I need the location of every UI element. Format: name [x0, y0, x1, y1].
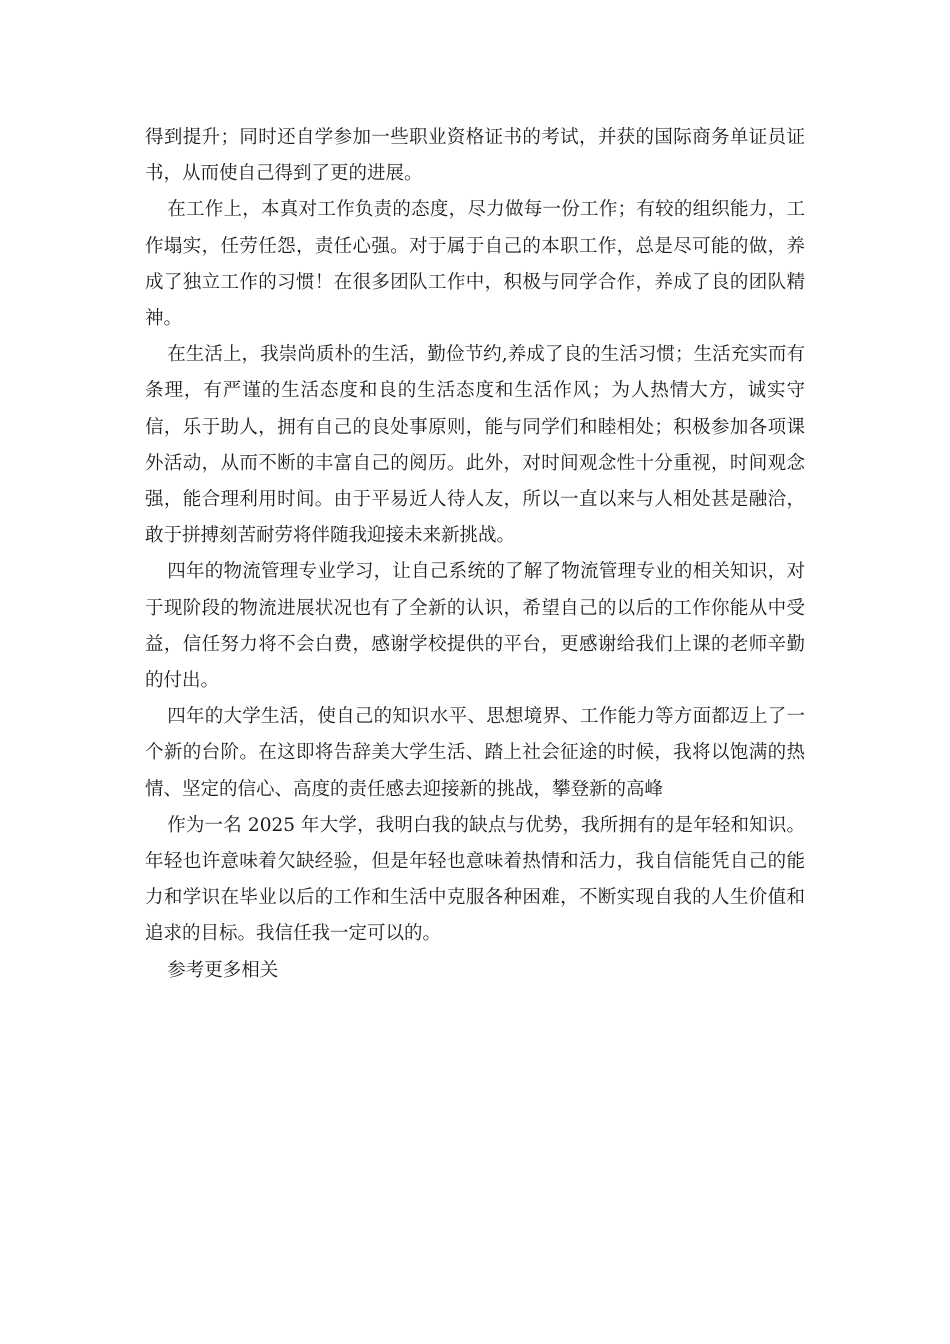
- paragraph-reference-more: 参考更多相关: [167, 959, 279, 981]
- paragraph-continued: 得到提升；同时还自学参加一些职业资格证书的考试，并获的国际商务单证员证书，从而使自己得到了更的进展。: [145, 127, 805, 185]
- paragraph-self-assessment: 作为一名 2025 年大学，我明白我的缺点与优势，我所拥有的是年轻和知识。年轻也许意味着欠缺经验，但是年轻也意味着热情和活力，我自信能凭自己的能力和学识在毕业以后的工作和生活中克服各种困难，不断实现自我的人生价值和追求的目标。我信任我一定可以的。: [145, 814, 805, 945]
- paragraph-life: 在生活上，我崇尚质朴的生活，勤俭节约,养成了良的生活习惯；生活充实而有条理，有严谨的生活态度和良的生活态度和生活作风；为人热情大方，诚实守信，乐于助人，拥有自己的良处事原则，能与同学们和睦相处；积极参加各项课外活动，从而不断的丰富自己的阅历。此外，对时间观念性十分重视，时间观念强，能合理利用时间。由于平易近人待人友，所以一直以来与人相处甚是融洽，敢于拼搏刻苦耐劳将伴随我迎接未来新挑战。: [145, 344, 805, 547]
- document-body: [145, 120, 805, 989]
- paragraph-work: 在工作上，本真对工作负责的态度，尽力做每一份工作；有较的组织能力，工作塌实，任劳任怨，责任心强。对于属于自己的本职工作，总是尽可能的做，养成了独立工作的习惯！在很多团队工作中，积极与同学合作，养成了良的团队精神。: [145, 199, 805, 330]
- paragraph-major-study: 四年的物流管理专业学习，让自己系统的了解了物流管理专业的相关知识，对于现阶段的物流进展状况也有了全新的认识，希望自己的以后的工作你能从中受益，信任努力将不会白费，感谢学校提供的平台，更感谢给我们上课的老师辛勤的付出。: [145, 561, 805, 692]
- paragraph-university-life: 四年的大学生活，使自己的知识水平、思想境界、工作能力等方面都迈上了一个新的台阶。在这即将告辞美大学生活、踏上社会征途的时候，我将以饱满的热情、坚定的信心、高度的责任感去迎接新的挑战，攀登新的高峰: [145, 706, 805, 800]
